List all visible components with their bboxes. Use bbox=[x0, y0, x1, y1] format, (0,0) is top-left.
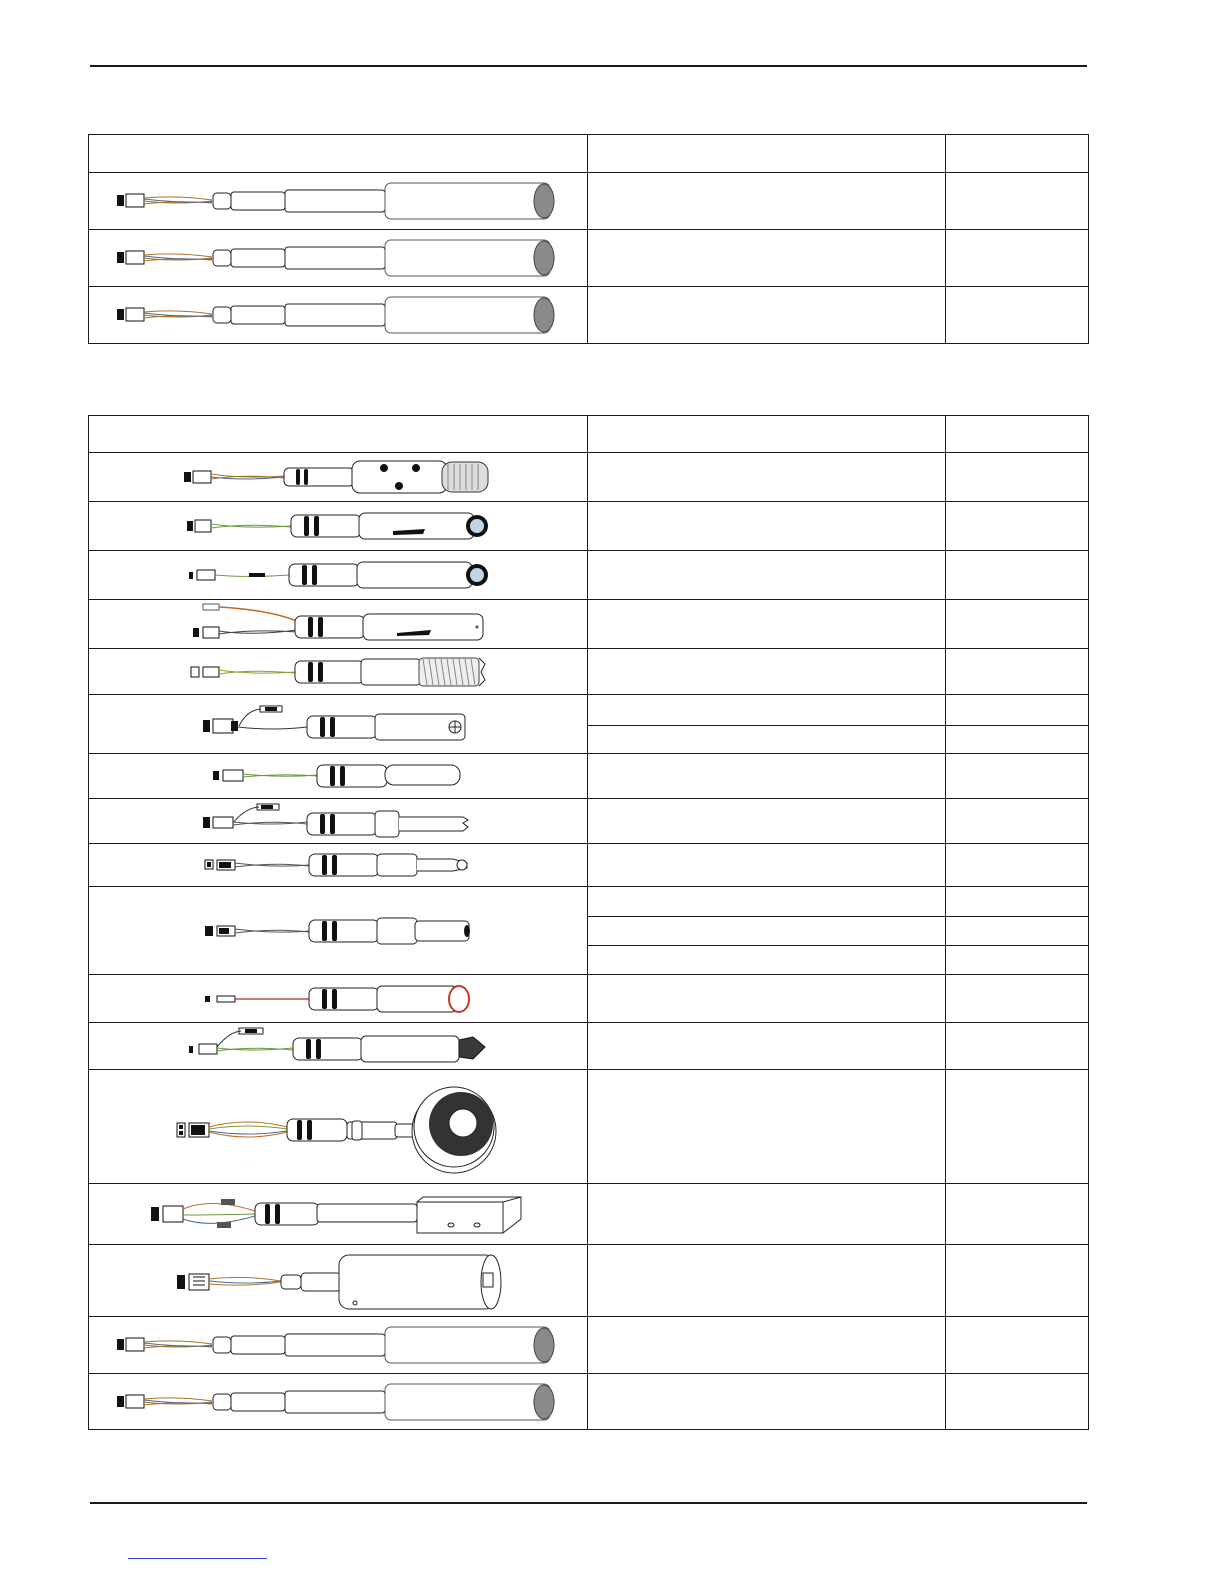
table-row bbox=[89, 1023, 1089, 1070]
part-number-cell bbox=[946, 600, 1089, 649]
part-number-cell bbox=[946, 649, 1089, 695]
table-row bbox=[89, 453, 1089, 502]
description-cell bbox=[588, 917, 946, 946]
probe-image-cell bbox=[89, 453, 588, 502]
description-cell bbox=[588, 173, 946, 230]
part-number-cell bbox=[946, 1184, 1089, 1245]
description-cell bbox=[588, 844, 946, 887]
description-cell bbox=[588, 946, 946, 975]
probe-image-cell bbox=[89, 600, 588, 649]
table-row bbox=[89, 1245, 1089, 1317]
probe-image-cell bbox=[89, 230, 588, 287]
hollow-tip-probe-image bbox=[205, 915, 475, 947]
table-row bbox=[89, 1184, 1089, 1245]
probe-image-cell bbox=[89, 1245, 588, 1317]
table-row bbox=[89, 600, 1089, 649]
probe-image-cell bbox=[89, 1184, 588, 1245]
slotted-tube-probe-image bbox=[191, 604, 491, 644]
part-number-cell bbox=[946, 173, 1089, 230]
description-cell bbox=[588, 726, 946, 754]
part-number-cell bbox=[946, 551, 1089, 600]
table-header-row bbox=[89, 416, 1089, 453]
part-number-cell bbox=[946, 453, 1089, 502]
description-cell bbox=[588, 287, 946, 344]
probe-image-cell bbox=[89, 754, 588, 799]
table-row bbox=[89, 502, 1089, 551]
part-number-cell bbox=[946, 1317, 1089, 1374]
header-rule bbox=[90, 65, 1087, 67]
table-row bbox=[89, 1374, 1089, 1430]
description-cell bbox=[588, 502, 946, 551]
table-row bbox=[89, 173, 1089, 230]
probe-image-cell bbox=[89, 502, 588, 551]
probe-image-cell bbox=[89, 799, 588, 844]
part-number-cell bbox=[946, 754, 1089, 799]
ring-probe-image bbox=[177, 1077, 502, 1177]
probe-image-cell bbox=[89, 1374, 588, 1430]
description-cell bbox=[588, 799, 946, 844]
table-header-row bbox=[89, 135, 1089, 173]
part-number-cell bbox=[946, 230, 1089, 287]
cylinder-probe-image bbox=[117, 238, 562, 278]
description-cell bbox=[588, 887, 946, 917]
probe-image-cell bbox=[89, 1317, 588, 1374]
box-probe-image bbox=[151, 1189, 526, 1239]
cylinder-probe-image bbox=[117, 1325, 562, 1365]
description-cell bbox=[588, 649, 946, 695]
spring-tip-probe-image bbox=[191, 655, 491, 689]
table-row bbox=[89, 649, 1089, 695]
cylinder-probe-image bbox=[117, 1382, 562, 1422]
window-small-probe-image bbox=[189, 558, 491, 592]
window-probe-image bbox=[187, 509, 492, 543]
table-row bbox=[89, 844, 1089, 887]
table-row bbox=[89, 287, 1089, 344]
part-number-cell bbox=[946, 844, 1089, 887]
description-cell bbox=[588, 1070, 946, 1184]
probe-table-2 bbox=[88, 415, 1089, 1430]
table-row bbox=[89, 551, 1089, 600]
probe-image-cell bbox=[89, 551, 588, 600]
probe-table-1 bbox=[88, 134, 1089, 344]
rounded-tip-probe-image bbox=[213, 761, 468, 791]
table-row bbox=[89, 887, 1089, 917]
canister-probe-image bbox=[177, 1251, 507, 1311]
part-number-cell bbox=[946, 726, 1089, 754]
description-cell bbox=[588, 1245, 946, 1317]
probe-image-cell bbox=[89, 287, 588, 344]
description-cell bbox=[588, 1374, 946, 1430]
description-cell bbox=[588, 1317, 946, 1374]
table-row bbox=[89, 1070, 1089, 1184]
part-number-cell bbox=[946, 695, 1089, 726]
knurled-probe-image bbox=[184, 458, 494, 496]
description-cell bbox=[588, 453, 946, 502]
description-cell bbox=[588, 975, 946, 1023]
header-cell-part-number bbox=[946, 135, 1089, 173]
header-cell-image bbox=[89, 416, 588, 453]
part-number-cell bbox=[946, 975, 1089, 1023]
cylinder-probe-image bbox=[117, 295, 562, 335]
probe-image-cell bbox=[89, 1023, 588, 1070]
footer-rule bbox=[90, 1502, 1087, 1504]
cube-tip-probe-image bbox=[189, 1027, 491, 1065]
part-number-cell bbox=[946, 1374, 1089, 1430]
table-row bbox=[89, 754, 1089, 799]
part-number-cell bbox=[946, 887, 1089, 917]
footer-link-underline[interactable] bbox=[128, 1558, 267, 1559]
part-number-cell bbox=[946, 1023, 1089, 1070]
split-end-probe-image bbox=[203, 704, 473, 744]
part-number-cell bbox=[946, 1070, 1089, 1184]
description-cell bbox=[588, 1023, 946, 1070]
cylinder-probe-image bbox=[117, 181, 562, 221]
part-number-cell bbox=[946, 946, 1089, 975]
probe-image-cell bbox=[89, 173, 588, 230]
part-number-cell bbox=[946, 1245, 1089, 1317]
table-row bbox=[89, 799, 1089, 844]
description-cell bbox=[588, 600, 946, 649]
header-cell-description bbox=[588, 135, 946, 173]
red-ring-probe-image bbox=[205, 983, 475, 1015]
probe-image-cell bbox=[89, 695, 588, 754]
header-cell-image bbox=[89, 135, 588, 173]
table-row bbox=[89, 230, 1089, 287]
part-number-cell bbox=[946, 917, 1089, 946]
description-cell bbox=[588, 695, 946, 726]
probe-image-cell bbox=[89, 649, 588, 695]
part-number-cell bbox=[946, 287, 1089, 344]
probe-image-cell bbox=[89, 1070, 588, 1184]
probe-image-cell bbox=[89, 887, 588, 975]
pointed-tip-probe-image bbox=[205, 850, 475, 880]
part-number-cell bbox=[946, 502, 1089, 551]
notched-probe-image bbox=[203, 803, 478, 839]
table-row bbox=[89, 695, 1089, 726]
header-cell-description bbox=[588, 416, 946, 453]
part-number-cell bbox=[946, 799, 1089, 844]
table-row bbox=[89, 1317, 1089, 1374]
description-cell bbox=[588, 551, 946, 600]
header-cell-part-number bbox=[946, 416, 1089, 453]
description-cell bbox=[588, 754, 946, 799]
table-row bbox=[89, 975, 1089, 1023]
probe-image-cell bbox=[89, 975, 588, 1023]
probe-image-cell bbox=[89, 844, 588, 887]
description-cell bbox=[588, 1184, 946, 1245]
description-cell bbox=[588, 230, 946, 287]
